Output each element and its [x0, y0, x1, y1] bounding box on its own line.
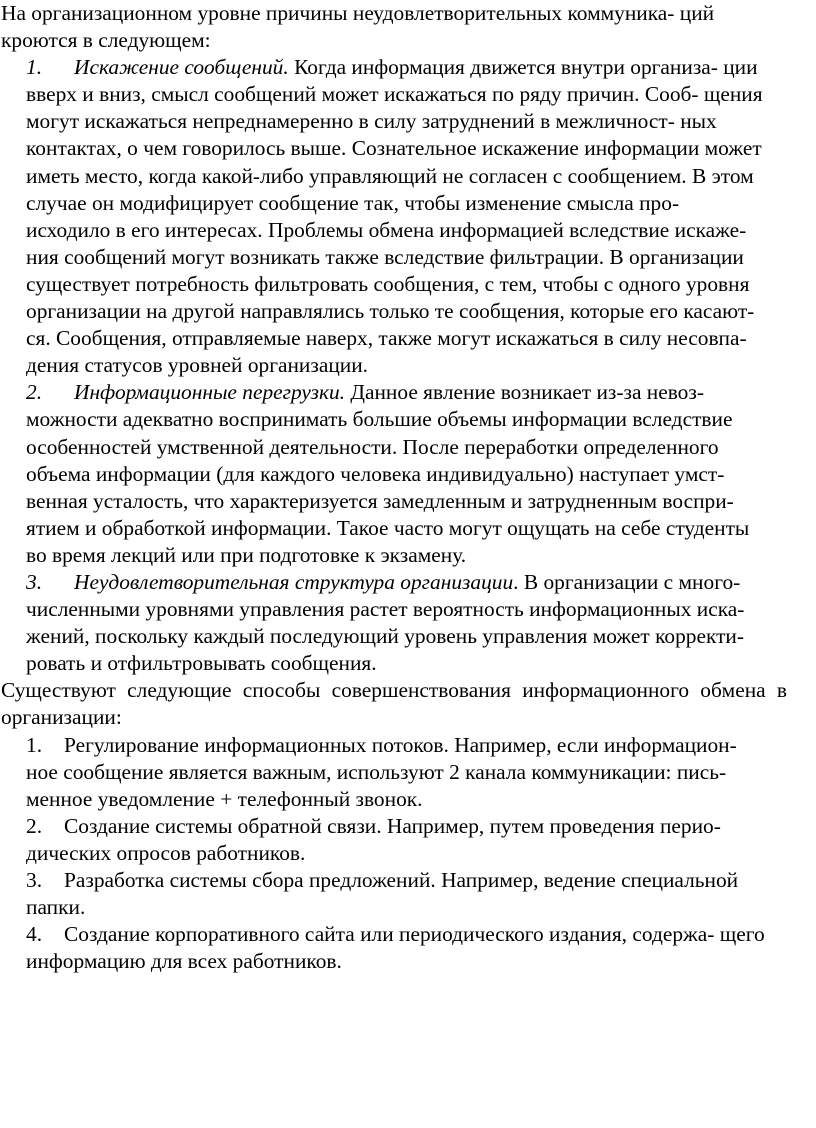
cause-title-period: .: [513, 569, 519, 594]
way-text: Разработка системы сбора предложений. Например, ведение специальной папки.: [26, 868, 739, 920]
cause-item-1: [0, 54, 766, 379]
cause-text: В организации с много-численными уровнями управления растет вероятность информационных иска- жений, поскольку каждый последующий уровень управления может корректи- ровать и отфильтровывать сообщения.: [26, 569, 745, 676]
way-number: 4.: [26, 922, 43, 947]
way-item-3: [0, 867, 766, 921]
cause-number: 2.: [26, 380, 43, 405]
way-text: Регулирование информационных потоков. Например, если информацион- ное сообщение является важным, используют 2 канала коммуникации: пись- менное уведомление + телефонный звонок.: [26, 732, 737, 811]
way-item-1: [0, 732, 766, 813]
intro-paragraph: На организационном уровне причины неудовлетворительных коммуника- ций кроются в следующем:: [1, 1, 715, 53]
ways-intro-paragraph: Существуют следующие способы совершенствования информационного обмена в организации:: [1, 678, 787, 730]
cause-title: Искажение сообщений.: [74, 55, 289, 80]
way-text: Создание корпоративного сайта или периодического издания, содержа- щего информацию для всех работников.: [26, 922, 765, 974]
way-item-2: [0, 813, 766, 867]
cause-item-2: [0, 379, 766, 569]
way-text: Создание системы обратной связи. Например, путем проведения перио- дических опросов работников.: [26, 813, 721, 865]
way-number: 3.: [26, 868, 43, 892]
way-number: 2.: [26, 813, 43, 838]
cause-item-3: [0, 569, 766, 677]
cause-number: 1.: [26, 55, 43, 80]
way-item-4: [0, 921, 766, 975]
cause-title: Информационные перегрузки.: [74, 380, 346, 405]
cause-text: Данное явление возникает из-за невоз- можности адекватно воспринимать большие объемы информации вследствие особенностей умственной деятельности. После переработки определенного объема информации (для каждого человека индивидуально) наступает умст- венная усталость, что характеризуется замедленным и затрудненным воспри- ятием и обработкой информации. Такое часто могут ощущать на себе студенты во время лекций или при подготовке к экзамену.: [26, 380, 750, 567]
cause-text: Когда информация движется внутри организа- ции вверх и вниз, смысл сообщений может искажаться по ряду причин. Сооб- щения могут искажаться непреднамеренно в силу затруднений в межличност- ных контактах, о чем говорилось выше. Сознательное искажение информации может иметь место, когда какой-либо управляющий не согласен с сообщением. В этом случае он модифицирует сообщение так, чтобы изменение смысла про- исходило в его интересах. Проблемы обмена информацией вследствие искаже- ния сообщений могут возникать также вследствие фильтрации. В организации существует потребность фильтровать сообщения, с тем, чтобы с одного уровня организации на другой направлялись только те сообщения, которые его касают-ся. Сообщения, отправляемые наверх, также могут искажаться в силу несовпа- дения статусов уровней организации.: [26, 55, 763, 378]
cause-number: 3.: [26, 569, 43, 594]
way-number: 1.: [26, 732, 43, 757]
cause-title: Неудовлетворительная структура организации: [74, 569, 514, 594]
